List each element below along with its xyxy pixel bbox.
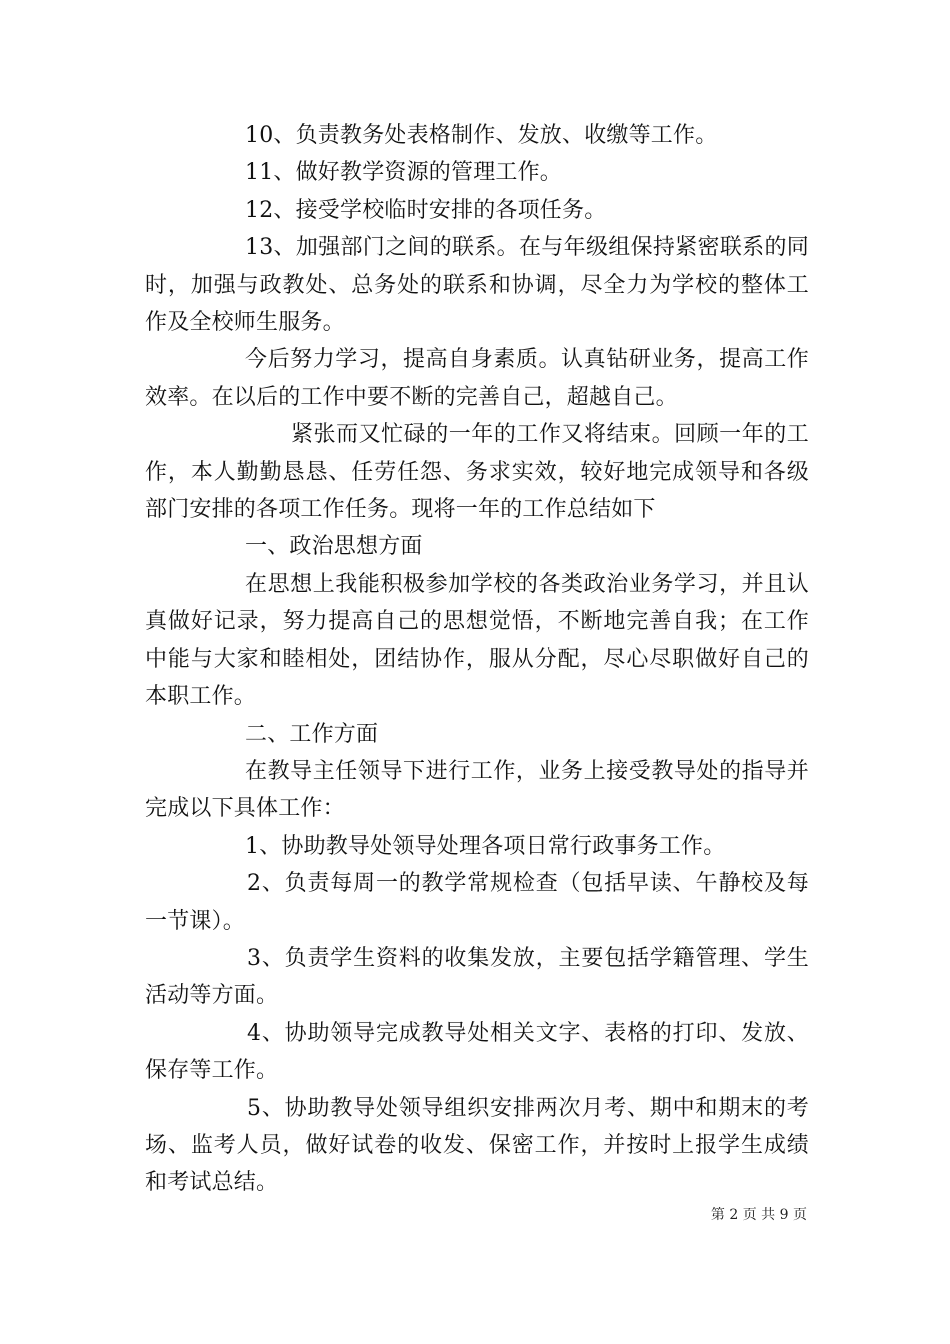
paragraph-political: 在思想上我能积极参加学校的各类政治业务学习，并且认真做好记录，努力提高自己的思想觉悟，不断地完善自我；在工作中能与大家和睦相处，团结协作，服从分配，尽心尽职做好自己的本职工作。 (145, 571, 809, 710)
document-body (145, 117, 809, 1202)
paragraph-item-12: 12、接受学校临时安排的各项任务。 (245, 197, 607, 223)
paragraph-item-10: 10、负责教务处表格制作、发放、收缴等工作。 (245, 123, 718, 148)
paragraph-work-item-4: 4、协助领导完成教导处相关文字、表格的打印、发放、保存等工作。 (145, 1020, 809, 1084)
section-heading-work: 二、工作方面 (245, 721, 379, 747)
paragraph-work-item-1: 1、协助教导处领导处理各项日常行政事务工作。 (245, 833, 726, 859)
paragraph-work-item-5: 5、协助教导处领导组织安排两次月考、期中和期末的考场、监考人员，做好试卷的收发、保密工作，并按时上报学生成绩和考试总结。 (145, 1095, 809, 1196)
paragraph-work-item-3: 3、负责学生资料的收集发放，主要包括学籍管理、学生活动等方面。 (145, 945, 809, 1009)
paragraph-work-item-2: 2、负责每周一的教学常规检查（包括早读、午静校及每一节课）。 (145, 871, 809, 934)
page-number-footer: 第 2 页 共 9 页 (710, 1207, 807, 1223)
paragraph-work-intro: 在教导主任领导下进行工作，业务上接受教导处的指导并完成以下具体工作： (145, 758, 809, 822)
paragraph-item-13: 13、加强部门之间的联系。在与年级组保持紧密联系的同时，加强与政教处、总务处的联系和协调，尽全力为学校的整体工作及全校师生服务。 (145, 235, 809, 336)
section-heading-political: 一、政治思想方面 (245, 534, 423, 560)
paragraph-item-11: 11、做好教学资源的管理工作。 (245, 160, 562, 186)
paragraph-future-plan: 今后努力学习，提高自身素质。认真钻研业务，提高工作效率。在以后的工作中要不断的完善自己，超越自己。 (145, 347, 809, 410)
paragraph-summary-intro: 紧张而又忙碌的一年的工作又将结束。回顾一年的工作，本人勤勤恳恳、任劳任怨、务求实效，较好地完成领导和各级部门安排的各项工作任务。现将一年的工作总结如下 (145, 422, 809, 523)
